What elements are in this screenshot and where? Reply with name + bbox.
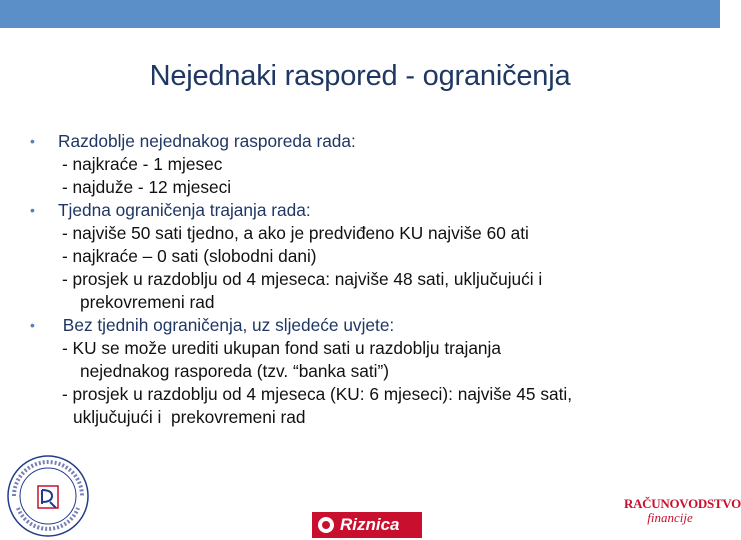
bullet-text: Razdoblje nejednakog rasporeda rada: [58,131,356,151]
riznica-emblem-icon [318,517,334,533]
sub-item-continuation: nejednakog rasporeda (tzv. “banka sati”) [80,361,389,381]
racunovodstvo-logo-text: RAČUNOVODSTVO [624,496,741,511]
sub-item: - prosjek u razdoblju od 4 mjeseca (KU: 6 mjeseci): najviše 45 sati, [62,384,573,404]
bullet-item [30,130,700,153]
sub-item: - najviše 50 sati tjedno, a ako je predviđeno KU najviše 60 ati [62,223,529,243]
bullet-text: Bez tjednih ograničenja, uz sljedeće uvjete: [58,315,395,335]
bullet-icon: • [30,202,35,218]
sub-item-continuation: prekovremeni rad [80,292,215,312]
bullet-item [30,199,700,222]
bullet-icon: • [30,317,35,333]
racunovodstvo-logo [624,496,741,536]
sub-item: - prosjek u razdoblju od 4 mjeseca: najviše 48 sati, uključujući i [62,269,543,289]
sub-item: - KU se može urediti ukupan fond sati u razdoblju trajanja [62,338,501,358]
financije-logo-text: financije [647,510,693,525]
slide-title: Nejednaki raspored - ograničenja [149,60,571,92]
bullet-text: Tjedna ograničenja trajanja rada: [58,200,311,220]
riznica-logo [312,512,422,538]
riznica-logo-text: Riznica [340,515,400,534]
sub-item: - najduže - 12 mjeseci [62,177,232,197]
slide-content [30,130,700,429]
sub-item: - najkraće - 1 mjesec [62,154,223,174]
top-bar [0,0,720,28]
sub-item: - najkraće – 0 sati (slobodni dani) [62,246,317,266]
sub-item-continuation: uključujući i prekovremeni rad [73,407,306,427]
bullet-item [30,314,700,337]
seal-logo [4,452,92,540]
bullet-icon: • [30,133,35,149]
